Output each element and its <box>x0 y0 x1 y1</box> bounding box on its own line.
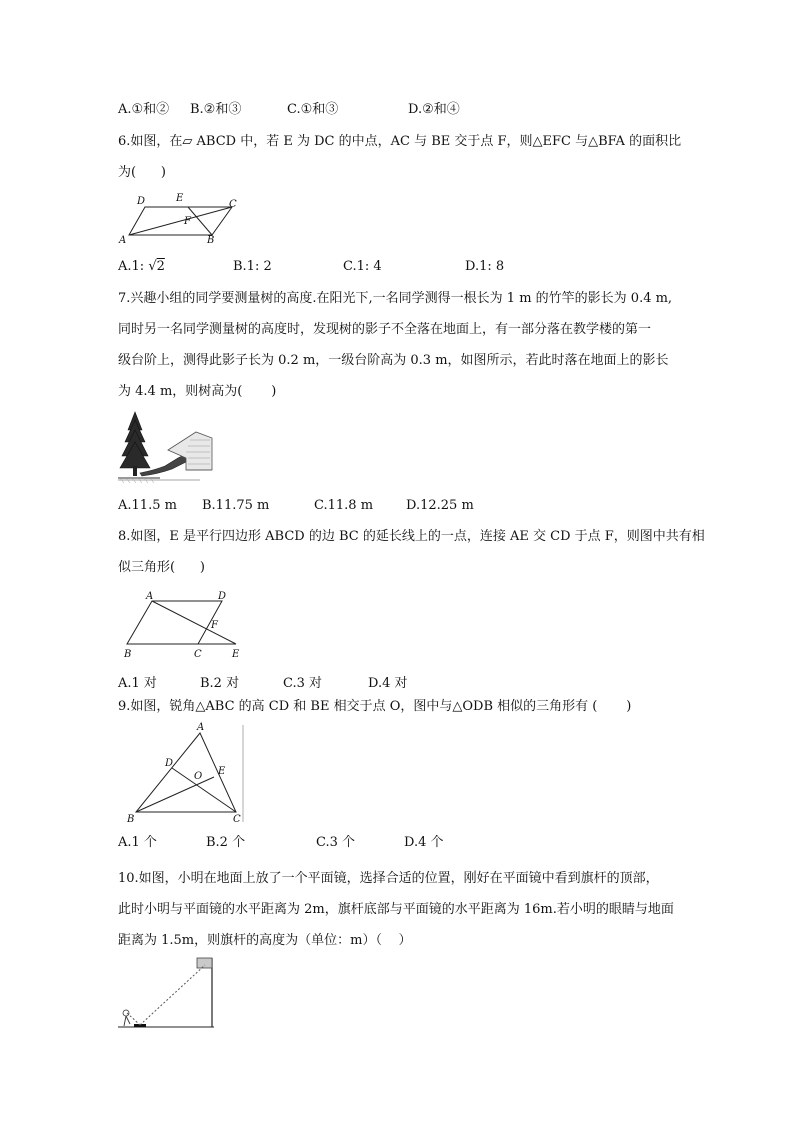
q5-option-a: A.①和② <box>118 102 170 117</box>
q7-option-d: D.12.25 m <box>406 498 474 513</box>
q8-option-c: C.3 对 <box>283 676 323 691</box>
q6-label-e: E <box>176 193 184 204</box>
q5-option-d: D.②和④ <box>408 102 460 117</box>
q6-label-f: F <box>184 216 191 227</box>
q7-option-b: B.11.75 m <box>202 498 270 513</box>
q8-option-a: A.1 对 <box>118 676 157 691</box>
q8-label-a: A <box>146 591 154 602</box>
q6-label-c: C <box>229 199 237 210</box>
q8-label-c: C <box>194 649 202 660</box>
q10-stem-line1: 10.如图，小明在地面上放了一个平面镜，选择合适的位置，刚好在平面镜中看到旗杆的顶部， <box>118 871 659 886</box>
q9-stem-line1: 9.如图，锐角△ABC 的高 CD 和 BE 相交于点 O，图中与△ODB 相似的三角形有 ( ) <box>118 699 632 714</box>
q7-stem-line4: 为 4.4 m，则树高为( ) <box>118 384 277 399</box>
q8-option-d: D.4 对 <box>368 676 408 691</box>
q9-option-b: B.2 个 <box>206 835 246 850</box>
q9-label-b: B <box>127 814 135 825</box>
q8-option-b: B.2 对 <box>200 676 240 691</box>
q6-label-a: A <box>119 235 127 246</box>
q9-label-d: D <box>165 758 174 769</box>
q7-stem-line3: 级台阶上，测得此影子长为 0.2 m，一级台阶高为 0.3 m，如图所示，若此时落在地面上的影长 <box>118 353 669 368</box>
q6-label-d: D <box>137 196 146 207</box>
q9-label-c: C <box>233 814 241 825</box>
q8-label-f: F <box>211 620 218 631</box>
q8-label-e: E <box>232 649 240 660</box>
q8-label-b: B <box>124 649 132 660</box>
q8-label-d: D <box>218 591 227 602</box>
q5-option-b: B.②和③ <box>190 102 242 117</box>
q7-stem-line2: 同时另一名同学测量树的高度时，发现树的影子不全落在地面上，有一部分落在教学楼的第一 <box>118 322 652 337</box>
q6-option-d: D.1: 8 <box>465 259 505 274</box>
q7-option-a: A.11.5 m <box>118 498 177 513</box>
q6-stem-line1: 6.如图，在▱ ABCD 中，若 E 为 DC 的中点，AC 与 BE 交于点 F，则△EFC 与△BFA 的面积比 <box>118 134 682 149</box>
q5-option-c: C.①和③ <box>287 102 339 117</box>
q6-option-c: C.1: 4 <box>343 259 382 274</box>
q7-option-c: C.11.8 m <box>314 498 374 513</box>
q6-label-b: B <box>207 235 215 246</box>
q9-option-a: A.1 个 <box>118 835 157 850</box>
q9-option-c: C.3 个 <box>316 835 356 850</box>
q9-option-d: D.4 个 <box>404 835 444 850</box>
q6-option-a: A.1: √2 <box>118 259 165 274</box>
q6-stem-line2: 为( ) <box>118 165 166 180</box>
q9-label-e: E <box>218 766 226 777</box>
q8-stem-line1: 8.如图，E 是平行四边形 ABCD 的边 BC 的延长线上的一点，连接 AE 交 CD 于点 F，则图中共有相 <box>118 529 705 544</box>
q7-stem-line1: 7.兴趣小组的同学要测量树的高度.在阳光下,一名同学测得一根长为 1 m 的竹竿的影长为 0.4 m, <box>118 291 673 306</box>
q6-option-b: B.1: 2 <box>233 259 272 274</box>
q10-stem-line3: 距离为 1.5m，则旗杆的高度为（单位：m）（ ） <box>118 933 412 948</box>
q9-label-a: A <box>197 722 205 733</box>
q10-stem-line2: 此时小明与平面镜的水平距离为 2m，旗杆底部与平面镜的水平距离为 16m.若小明的眼睛与地面 <box>118 902 674 917</box>
q8-stem-line2: 似三角形( ) <box>118 560 205 575</box>
q9-label-o: O <box>194 771 203 782</box>
